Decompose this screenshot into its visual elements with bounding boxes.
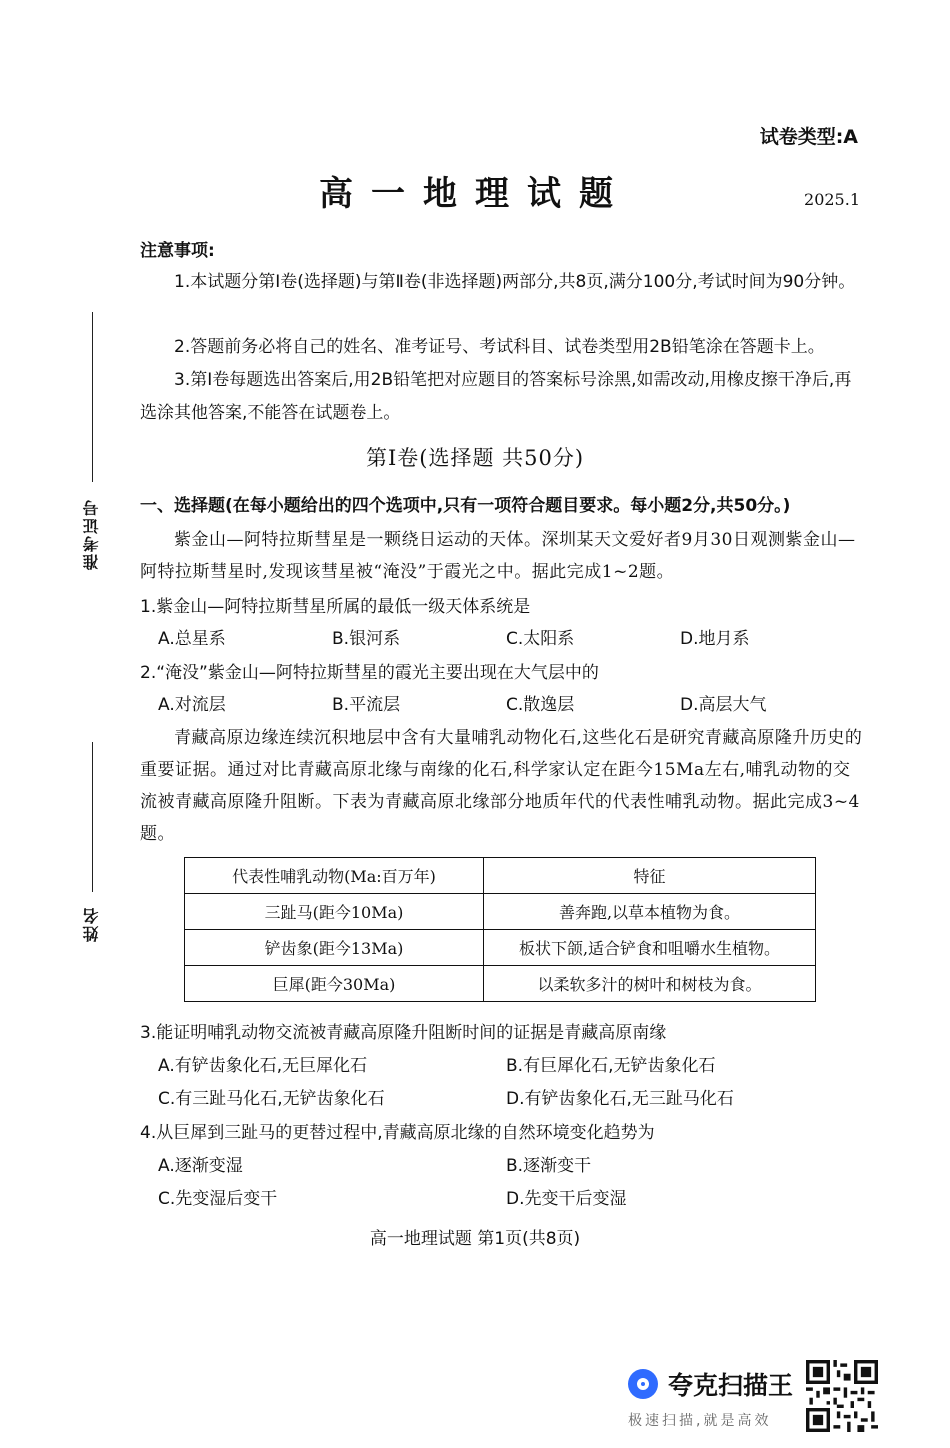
section-instruction: 一、选择题(在每小题给出的四个选项中,只有一项符合题目要求。每小题2分,共50分。) — [140, 496, 791, 516]
note-item-2: 2.答题前务必将自己的姓名、准考证号、考试科目、试卷类型用2B铅笔涂在答题卡上。 — [174, 337, 825, 357]
table-row — [185, 930, 816, 966]
table-cell: 巨犀(距今30Ma) — [185, 966, 484, 1002]
q3-option-d: D.有铲齿象化石,无三趾马化石 — [506, 1089, 734, 1109]
question-1-options — [158, 624, 878, 654]
notes-heading: 注意事项: — [140, 241, 215, 261]
exam-date: 2025.1 — [804, 190, 860, 209]
scanner-brand-name: 夸克扫描王 — [668, 1371, 794, 1400]
paper-type: 试卷类型:A — [759, 126, 858, 148]
question-4: 4.从巨犀到三趾马的更替过程中,青藏高原北缘的自然环境变化趋势为 — [140, 1123, 655, 1143]
q4-option-a: A.逐渐变湿 — [158, 1156, 243, 1176]
section-title: 第Ⅰ卷(选择题 共50分) — [365, 446, 585, 470]
q4-option-b: B.逐渐变干 — [506, 1156, 592, 1176]
scanner-slogan: 极速扫描,就是高效 — [628, 1413, 772, 1429]
q1-option-b: B.银河系 — [332, 629, 401, 649]
question-1: 1.紫金山—阿特拉斯彗星所属的最低一级天体系统是 — [140, 597, 531, 617]
question-3-options-row-1 — [158, 1051, 878, 1081]
q2-option-b: B.平流层 — [332, 695, 401, 715]
table-row — [185, 966, 816, 1002]
qr-code-icon — [806, 1360, 878, 1432]
name-line — [92, 742, 93, 892]
q3-option-b: B.有巨犀化石,无铲齿象化石 — [506, 1056, 716, 1076]
question-4-options-row-2 — [158, 1184, 878, 1214]
table-cell: 铲齿象(距今13Ma) — [185, 930, 484, 966]
table-cell: 以柔软多汁的树叶和树枝为食。 — [484, 966, 816, 1002]
q2-option-c: C.散逸层 — [506, 695, 575, 715]
stem-1: 紫金山—阿特拉斯彗星是一颗绕日运动的天体。深圳某天文爱好者9月30日观测紫金山—阿特拉斯彗星时,发现该彗星被“淹没”于霞光之中。据此完成1~2题。 — [140, 530, 856, 582]
stem-2: 青藏高原边缘连续沉积地层中含有大量哺乳动物化石,这些化石是研究青藏高原隆升历史的重要证据。通过对比青藏高原北缘与南缘的化石,科学家认定在距今15Ma左右,哺乳动物的交流被青藏高原隆升阻断。下表为青藏高原北缘部分地质年代的代表性哺乳动物。据此完成3~4题。 — [140, 728, 863, 844]
q2-option-a: A.对流层 — [158, 695, 226, 715]
question-2: 2.“淹没”紫金山—阿特拉斯彗星的霞光主要出现在大气层中的 — [140, 663, 599, 683]
table-cell: 板状下颌,适合铲食和咀嚼水生植物。 — [484, 930, 816, 966]
table-header-cell: 代表性哺乳动物(Ma:百万年) — [185, 858, 484, 894]
scanner-logo-icon — [628, 1369, 658, 1399]
q4-option-c: C.先变湿后变干 — [158, 1189, 278, 1209]
scanner-watermark — [628, 1366, 793, 1402]
table-cell: 三趾马(距今10Ma) — [185, 894, 484, 930]
question-2-options — [158, 690, 878, 720]
q2-option-d: D.高层大气 — [680, 695, 767, 715]
q4-option-d: D.先变干后变湿 — [506, 1189, 627, 1209]
q1-option-a: A.总星系 — [158, 629, 226, 649]
table-row — [185, 894, 816, 930]
q1-option-c: C.太阳系 — [506, 629, 575, 649]
name-label: 姓名 — [82, 906, 101, 942]
note-item-3: 3.第Ⅰ卷每题选出答案后,用2B铅笔把对应题目的答案标号涂黑,如需改动,用橡皮擦干净后,再选涂其他答案,不能答在试题卷上。 — [140, 370, 852, 423]
question-4-options-row-1 — [158, 1151, 878, 1181]
table-header-cell: 特征 — [484, 858, 816, 894]
q3-option-a: A.有铲齿象化石,无巨犀化石 — [158, 1056, 368, 1076]
table-header-row — [185, 858, 816, 894]
fossil-table — [184, 857, 816, 1002]
q1-option-d: D.地月系 — [680, 629, 750, 649]
page-title: 高一地理试题 — [319, 174, 631, 214]
note-item-1: 1.本试题分第Ⅰ卷(选择题)与第Ⅱ卷(非选择题)两部分,共8页,满分100分,考试时间为90分钟。 — [174, 272, 856, 292]
exam-number-label: 准考证号 — [82, 498, 101, 570]
q3-option-c: C.有三趾马化石,无铲齿象化石 — [158, 1089, 385, 1109]
table-cell: 善奔跑,以草本植物为食。 — [484, 894, 816, 930]
question-3: 3.能证明哺乳动物交流被青藏高原隆升阻断时间的证据是青藏高原南缘 — [140, 1023, 667, 1043]
page-footer: 高一地理试题 第1页(共8页) — [369, 1229, 581, 1249]
question-3-options-row-2 — [158, 1084, 878, 1114]
